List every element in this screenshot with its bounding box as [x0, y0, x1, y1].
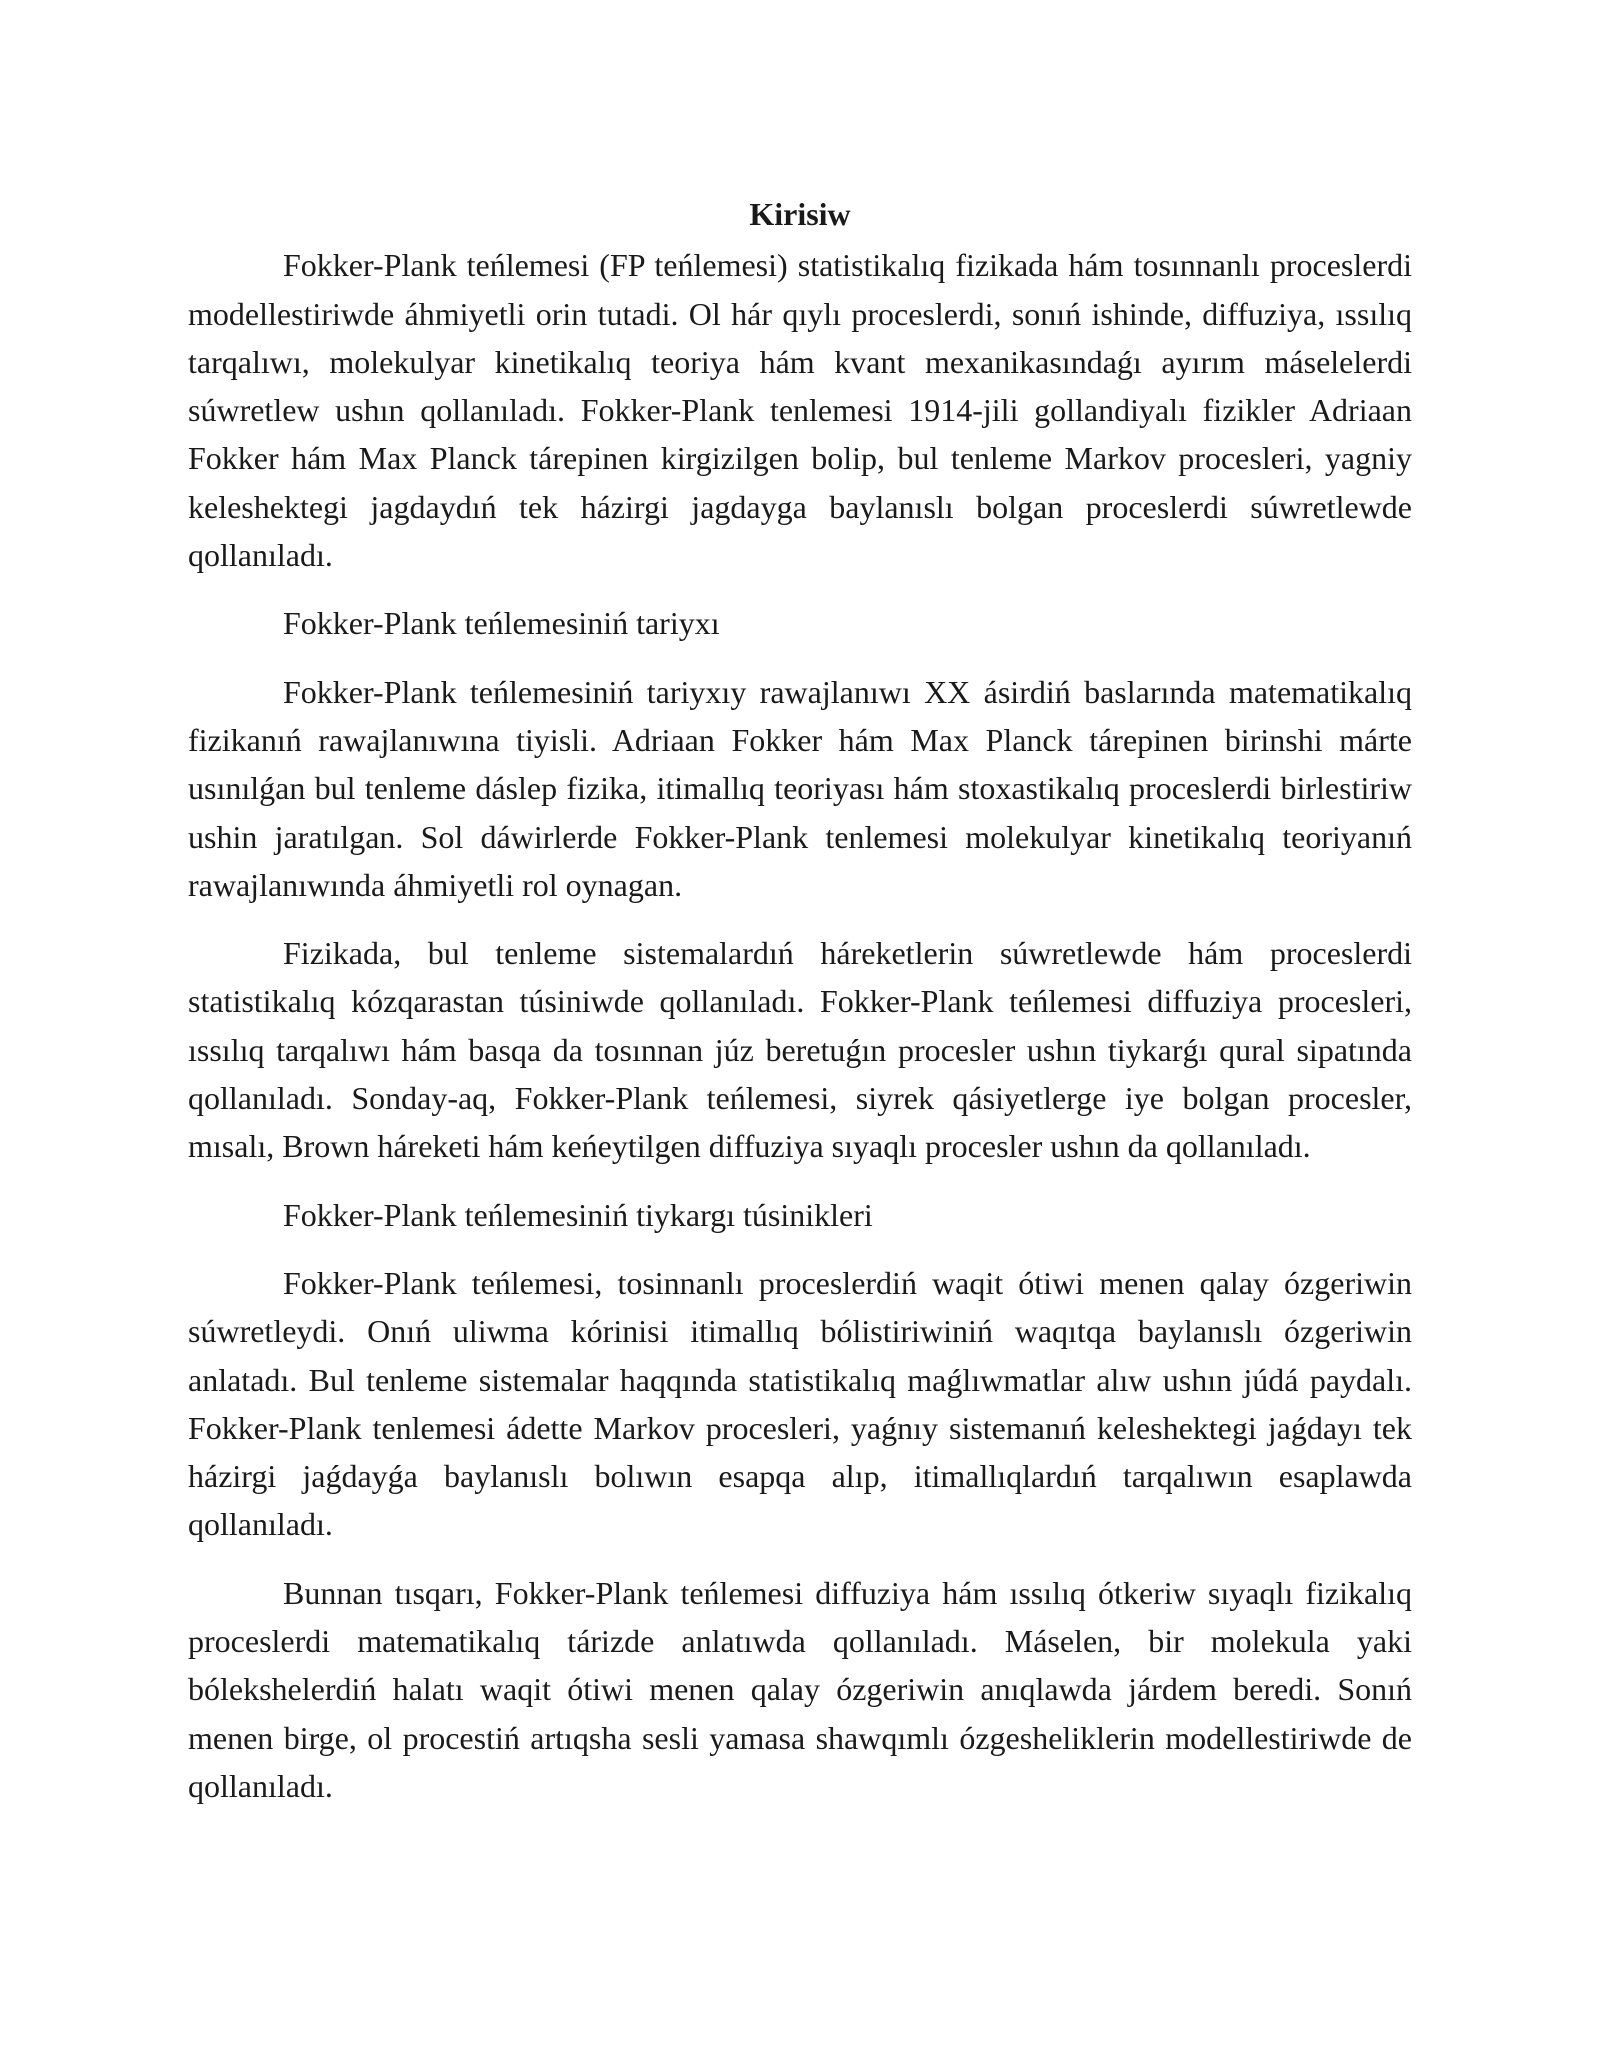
section-heading-concepts: Fokker-Plank teńlemesiniń tiykargı túsinikleri [283, 1196, 873, 1233]
paragraph-concepts: Fokker-Plank teńlemesi, tosinnanlı proceslerdiń waqit ótiwi menen qalay ózgeriwin súwretleydi. Onıń uliwma kórinisi itimallıq bólistiriwiniń waqıtqa baylanıslı ózgeriwin anlatadı. Bul tenleme sistemalar haqqında statistikalıq maǵlıwmatlar alıw ushın júdá paydalı. Fokker-Plank tenlemesi ádette Markov procesleri, yaǵnıy sistemanıń keleshektegi jaǵdayı tek házirgi jaǵdayǵa baylanıslı bolıwın esapqa alıp, itimallıqlardıń tarqalıwın esaplawda qollanıladı. [188, 1264, 1412, 1543]
paragraph-physics: Fizikada, bul tenleme sistemalardıń háreketlerin súwretlewde hám proceslerdi statistikalıq kózqarastan túsiniwde qollanıladı. Fokker-Plank teńlemesi diffuziya procesleri, ıssılıq tarqalıwı hám basqa da tosınnan júz beretuǵın procesler ushın tiykarǵı qural sipatında qollanıladı. Sonday-aq, Fokker-Plank teńlemesi, siyrek qásiyetlerge iye bolgan procesler, mısalı, Brown háreketi hám keńeytilgen diffuziya sıyaqlı procesler ushın da qollanıladı. [188, 935, 1412, 1165]
document-page [188, 190, 1412, 1810]
document-title: Kirisiw [749, 196, 851, 232]
paragraph-intro: Fokker-Plank teńlemesi (FP teńlemesi) statistikalıq fizikada hám tosınnanlı proceslerdi modellestiriwde áhmiyetli orin tutadi. Ol hár qıylı proceslerdi, sonıń ishinde, diffuziya, ıssılıq tarqalıwı, molekulyar kinetikalıq teoriya hám kvant mexanikasındaǵı ayırım máselelerdi súwretlew ushın qollanıladı. Fokker-Plank tenlemesi 1914-jili gollandiyalı fizikler Adriaan Fokker hám Max Planck tárepinen kirgizilgen bolip, bul tenleme Markov procesleri, yagniy keleshektegi jagdaydıń tek házirgi jagdayga baylanıslı bolgan proceslerdi súwretlewde qollanıladı. [188, 247, 1412, 574]
section-heading-history: Fokker-Plank teńlemesiniń tariyxı [283, 605, 720, 642]
paragraph-history: Fokker-Plank teńlemesiniń tariyxıy rawajlanıwı XX ásirdiń baslarında matematikalıq fizikanıń rawajlanıwına tiyisli. Adriaan Fokker hám Max Planck tárepinen birinshi márte usınılǵan bul tenleme dáslep fizika, itimallıq teoriyası hám stoxastikalıq proceslerdi birlestiriw ushin jaratılgan. Sol dáwirlerde Fokker-Plank tenlemesi molekulyar kinetikalıq teoriyanıń rawajlanıwında áhmiyetli rol oynagan. [188, 673, 1412, 903]
paragraph-applications: Bunnan tısqarı, Fokker-Plank teńlemesi diffuziya hám ıssılıq ótkeriw sıyaqlı fizikalıq proceslerdi matematikalıq tárizde anlatıwda qollanıladı. Máselen, bir molekula yaki bólekshelerdiń halatı waqit ótiwi menen qalay ózgeriwin anıqlawda járdem beredi. Sonıń menen birge, ol procestiń artıqsha sesli yamasa shawqımlı ózgesheliklerin modellestiriwde de qollanıladı. [188, 1574, 1412, 1804]
